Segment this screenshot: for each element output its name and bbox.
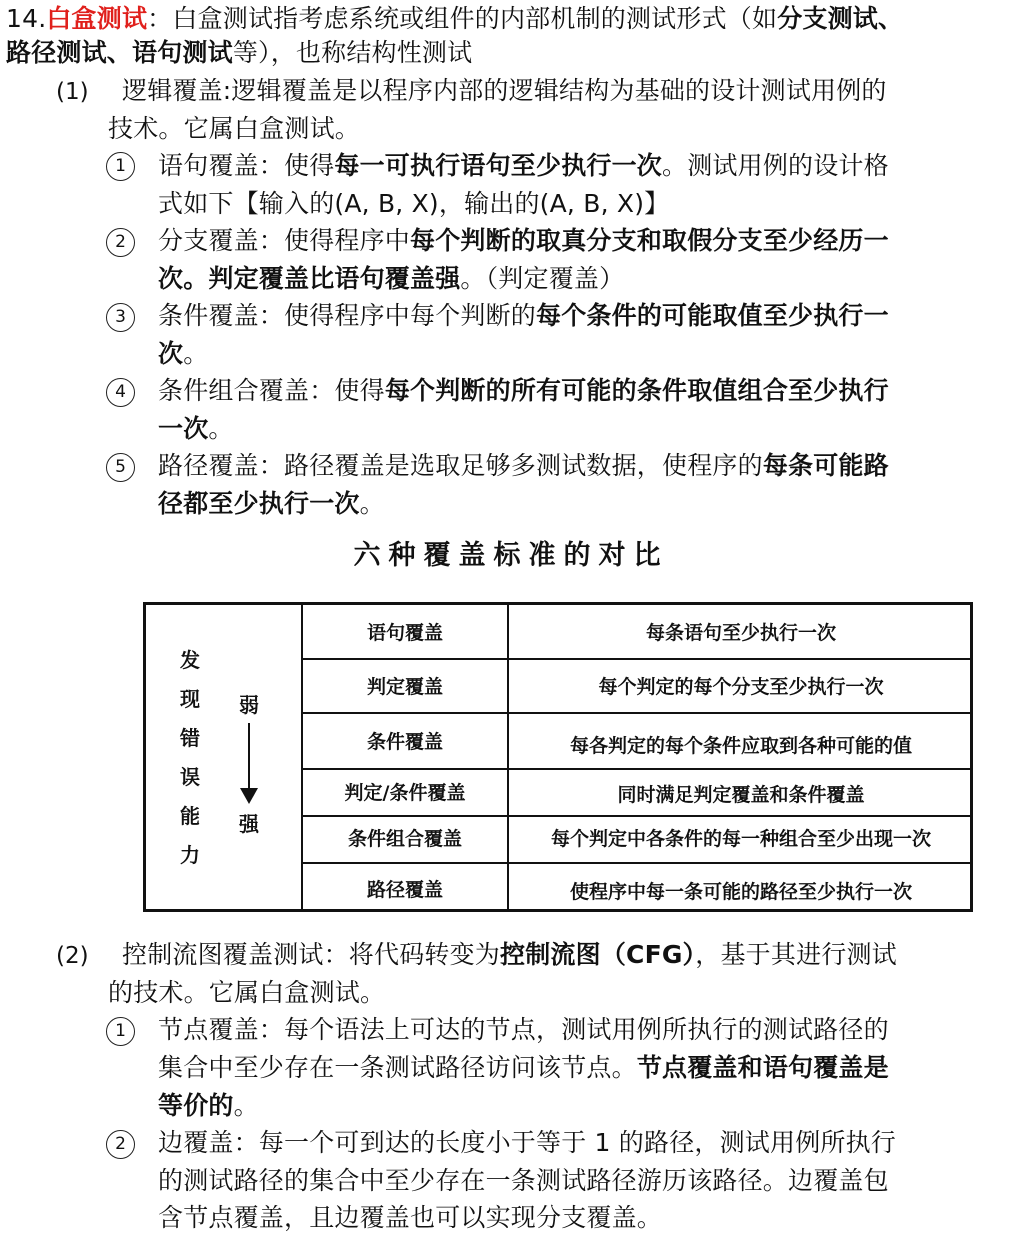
table-divider [301,815,970,817]
table-divider [301,712,970,714]
bold-text: 路径测试、语句测试 [6,38,233,67]
item-1-line-2: 式如下【输入的(A, B, X)，输出的(A, B, X)】 [158,189,670,218]
item-4-line-1 [158,372,889,409]
bold-text: 径都至少执行一次 [158,489,360,518]
section-14-line-2 [6,34,472,71]
item-3-line-2 [158,335,208,372]
side-label-char: 发 [180,648,200,672]
section-14-line-1 [6,0,903,37]
item-text: 条件组合覆盖：使得 [158,376,385,405]
item-1-line-1 [158,147,889,184]
item-3-line-1 [158,297,889,334]
bold-text: 等价的 [158,1091,234,1120]
p2-item-1-line-2 [158,1049,889,1086]
item-text: ，基于其进行测试 [695,940,897,969]
part-1-label: (1) [56,79,89,105]
table-cell-desc: 每个判定的每个分支至少执行一次 [598,676,884,698]
table-caption: 六种覆盖标准的对比 [353,540,669,571]
part-1-line-1: 逻辑覆盖:逻辑覆盖是以程序内部的逻辑结构为基础的设计测试用例的 [122,76,887,105]
circled-number-1: 1 [106,152,135,181]
arrowhead-icon [240,788,258,804]
item-text: 分支覆盖：使得程序中 [158,226,411,255]
table-divider [301,658,970,660]
bold-text: 分支测试、 [777,4,904,33]
down-arrow-icon [248,723,250,793]
side-label-char: 力 [180,843,200,867]
part-2-label: (2) [56,943,89,969]
side-label-char: 现 [180,687,200,711]
table-cell-name: 判定/条件覆盖 [344,782,466,804]
table-cell-name: 条件组合覆盖 [347,828,462,850]
section-number: 14. [6,4,47,33]
p2-item-1-line-3 [158,1087,259,1124]
table-cell-desc: 每条语句至少执行一次 [645,622,836,644]
table-cell-desc: 同时满足判定覆盖和条件覆盖 [617,784,865,806]
circled-number-4: 4 [106,378,135,407]
coverage-comparison-table [143,602,973,912]
table-cell-name: 条件覆盖 [366,731,443,753]
section-title: 白盒测试 [46,4,148,33]
item-2-line-2 [158,260,624,297]
circled-number-2: 2 [106,1130,135,1159]
bold-text: 每一可执行语句至少执行一次 [334,151,663,180]
bold-text: 每个判断的所有可能的条件取值组合至少执行 [384,376,889,405]
circled-number-1: 1 [106,1017,135,1046]
item-text: 控制流图覆盖测试：将代码转变为 [122,940,501,969]
table-cell-desc: 每个判定中各条件的每一种组合至少出现一次 [550,828,931,850]
bold-text: 每个判断的取真分支和取假分支至少经历一 [410,226,889,255]
bold-text: 控制流图（CFG） [500,940,696,969]
table-cell-desc: 使程序中每一条可能的路径至少执行一次 [569,881,912,903]
p2-item-2-line-1: 边覆盖：每一个可到达的长度小于等于 1 的路径，测试用例所执行 [158,1128,897,1157]
p2-item-2-line-3: 含节点覆盖，且边覆盖也可以实现分支覆盖。 [158,1203,663,1232]
item-text: 。 [233,1091,259,1120]
p2-item-1-line-1: 节点覆盖：每个语法上可达的节点，测试用例所执行的测试路径的 [158,1015,889,1044]
circled-number-5: 5 [106,453,135,482]
item-text: 。 [208,414,234,443]
bold-text: 次。判定覆盖比语句覆盖强 [158,264,461,293]
table-cell-name: 判定覆盖 [366,676,443,698]
item-2-line-1 [158,222,889,259]
section-text: ：白盒测试指考虑系统或组件的内部机制的测试形式（如 [147,4,778,33]
table-cell-name: 路径覆盖 [366,879,443,901]
item-text: 。（判定覆盖） [460,264,625,293]
p2-item-2-line-2: 的测试路径的集合中至少存在一条测试路径游历该路径。边覆盖包 [158,1166,889,1195]
circled-number-2: 2 [106,228,135,257]
table-cell-desc: 每各判定的每个条件应取到各种可能的值 [569,735,912,757]
bold-text: 一次 [158,414,209,443]
item-5-line-1 [158,447,889,484]
item-text: 条件覆盖：使得程序中每个判断的 [158,301,537,330]
item-5-line-2 [158,485,385,522]
table-divider [301,768,970,770]
side-label-char: 错 [180,726,200,750]
item-4-line-2 [158,410,234,447]
item-text: 集合中至少存在一条测试路径访问该节点。 [158,1053,637,1082]
circled-number-3: 3 [106,303,135,332]
bold-text: 次 [158,339,184,368]
bold-text: 每个条件的可能取值至少执行一 [536,301,889,330]
weak-label: 弱 [239,693,259,717]
item-text: 语句覆盖：使得 [158,151,335,180]
side-label-char: 能 [180,804,200,828]
part-2-line-2: 的技术。它属白盒测试。 [108,978,386,1007]
strong-label: 强 [239,812,259,836]
table-divider [301,862,970,864]
part-2-line-1 [122,936,897,973]
item-text: 。测试用例的设计格 [662,151,889,180]
section-text: 等），也称结构性测试 [232,38,473,67]
item-text: 路径覆盖：路径覆盖是选取足够多测试数据，使程序的 [158,451,763,480]
table-cell-name: 语句覆盖 [366,622,443,644]
bold-text: 节点覆盖和语句覆盖是 [636,1053,889,1082]
item-text: 。 [359,489,385,518]
bold-text: 每条可能路 [762,451,889,480]
side-label-char: 误 [180,765,200,789]
part-1-line-2: 技术。它属白盒测试。 [108,114,361,143]
item-text: 。 [183,339,209,368]
